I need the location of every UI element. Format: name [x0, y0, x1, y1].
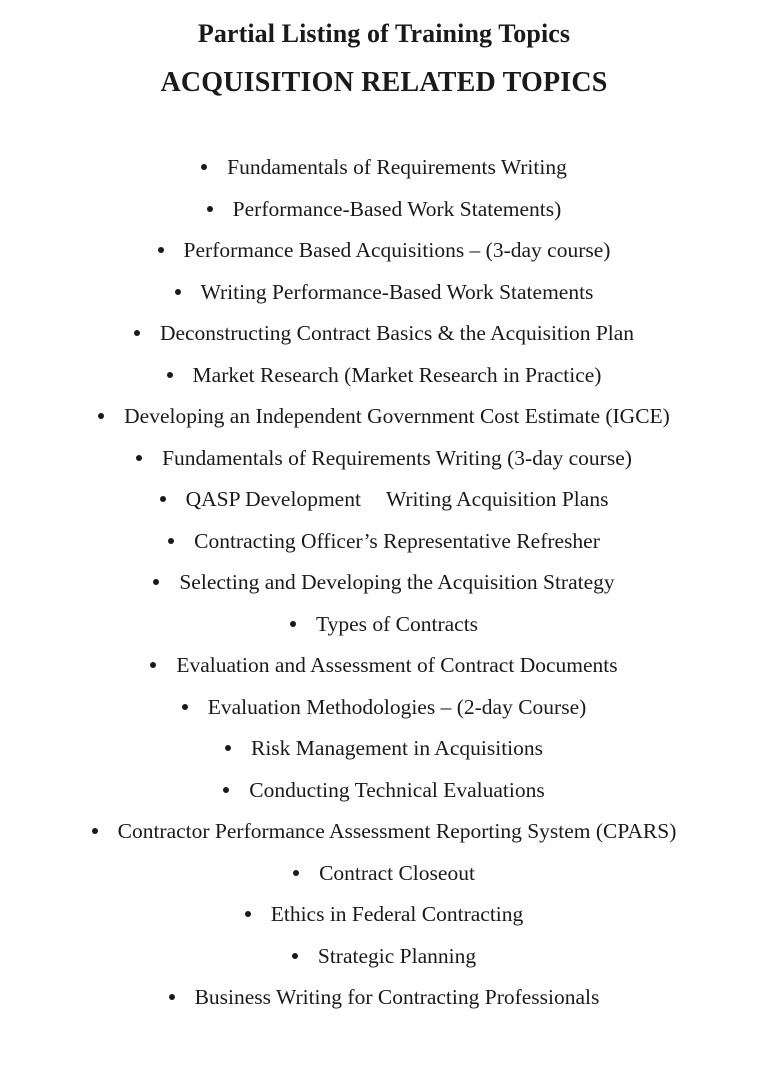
list-item	[0, 230, 768, 272]
list-item	[0, 313, 768, 355]
bullet-icon	[167, 372, 173, 378]
topic-label: Evaluation and Assessment of Contract Documents	[176, 653, 618, 678]
topic-label: Fundamentals of Requirements Writing (3-day course)	[162, 445, 632, 470]
bullet-icon	[153, 579, 159, 585]
bullet-row	[160, 479, 609, 521]
topic-label: Developing an Independent Government Cost Estimate (IGCE)	[124, 404, 670, 429]
bullet-icon	[150, 662, 156, 668]
bullet-row	[225, 728, 543, 770]
topic-label: Ethics in Federal Contracting	[270, 902, 524, 927]
list-item	[0, 521, 768, 563]
topic-label: Risk Management in Acquisitions	[250, 736, 544, 761]
list-item	[0, 894, 768, 936]
bullet-icon	[207, 206, 213, 212]
bullet-icon	[201, 164, 207, 170]
list-item	[0, 977, 768, 1019]
bullet-row	[168, 521, 600, 563]
topic-label: Types of Contracts	[315, 611, 479, 636]
bullet-row	[290, 604, 478, 646]
topic-label: Writing Performance-Based Work Statements	[200, 279, 594, 304]
list-item	[0, 853, 768, 895]
bullet-row	[98, 396, 670, 438]
bullet-icon	[290, 621, 296, 627]
bullet-icon	[182, 704, 188, 710]
bullet-row	[150, 645, 617, 687]
topic-label-secondary: Writing Acquisition Plans	[385, 487, 609, 512]
bullet-row	[136, 438, 632, 480]
topic-label: Conducting Technical Evaluations	[249, 777, 545, 802]
bullet-row	[292, 936, 476, 978]
list-item	[0, 189, 768, 231]
list-item	[0, 479, 768, 521]
topic-label: Selecting and Developing the Acquisition Strategy	[179, 570, 615, 595]
bullet-row	[293, 853, 475, 895]
bullet-icon	[136, 455, 142, 461]
page-subtitle: ACQUISITION RELATED TOPICS	[160, 66, 608, 98]
topic-label: Contractor Performance Assessment Reporting System (CPARS)	[117, 819, 677, 844]
bullet-row	[182, 687, 587, 729]
topic-label: Performance-Based Work Statements)	[232, 196, 562, 221]
bullet-icon	[245, 911, 251, 917]
topic-label: Contracting Officer’s Representative Refresher	[194, 528, 600, 553]
training-topics-list	[0, 100, 768, 1019]
bullet-icon	[169, 994, 175, 1000]
list-item	[0, 438, 768, 480]
list-item	[0, 272, 768, 314]
bullet-row	[207, 189, 562, 231]
bullet-icon	[293, 870, 299, 876]
topic-label: Fundamentals of Requirements Writing	[227, 155, 567, 180]
bullet-row	[169, 977, 600, 1019]
bullet-icon	[134, 330, 140, 336]
topic-label: Evaluation Methodologies – (2-day Course)	[207, 694, 587, 719]
topic-label: Deconstructing Contract Basics & the Acquisition Plan	[159, 321, 635, 346]
bullet-icon	[168, 538, 174, 544]
list-item	[0, 936, 768, 978]
bullet-row	[153, 562, 614, 604]
bullet-icon	[92, 828, 98, 834]
topic-label: Contract Closeout	[319, 860, 475, 885]
bullet-icon	[160, 496, 166, 502]
list-item	[0, 355, 768, 397]
bullet-icon	[175, 289, 181, 295]
bullet-row	[92, 811, 677, 853]
bullet-row	[223, 770, 544, 812]
page-title: Partial Listing of Training Topics	[197, 19, 571, 48]
list-item	[0, 396, 768, 438]
bullet-icon	[98, 413, 104, 419]
topic-label: Market Research (Market Research in Practice)	[192, 362, 602, 387]
bullet-icon	[292, 953, 298, 959]
list-item	[0, 811, 768, 853]
bullet-icon	[225, 745, 231, 751]
topic-label: QASP Development	[185, 487, 361, 512]
bullet-row	[245, 894, 524, 936]
bullet-row	[158, 230, 611, 272]
bullet-row	[201, 147, 567, 189]
bullet-row	[134, 313, 634, 355]
bullet-row	[175, 272, 594, 314]
list-item	[0, 728, 768, 770]
list-item	[0, 645, 768, 687]
topic-label: Business Writing for Contracting Professionals	[194, 985, 600, 1010]
topic-label: Strategic Planning	[317, 943, 477, 968]
document-header	[0, 0, 768, 100]
bullet-row	[167, 355, 602, 397]
list-item	[0, 770, 768, 812]
topic-label: Performance Based Acquisitions – (3-day course)	[183, 238, 611, 263]
bullet-icon	[223, 787, 229, 793]
list-item	[0, 147, 768, 189]
list-item	[0, 562, 768, 604]
bullet-icon	[158, 247, 164, 253]
list-item	[0, 687, 768, 729]
list-item	[0, 604, 768, 646]
